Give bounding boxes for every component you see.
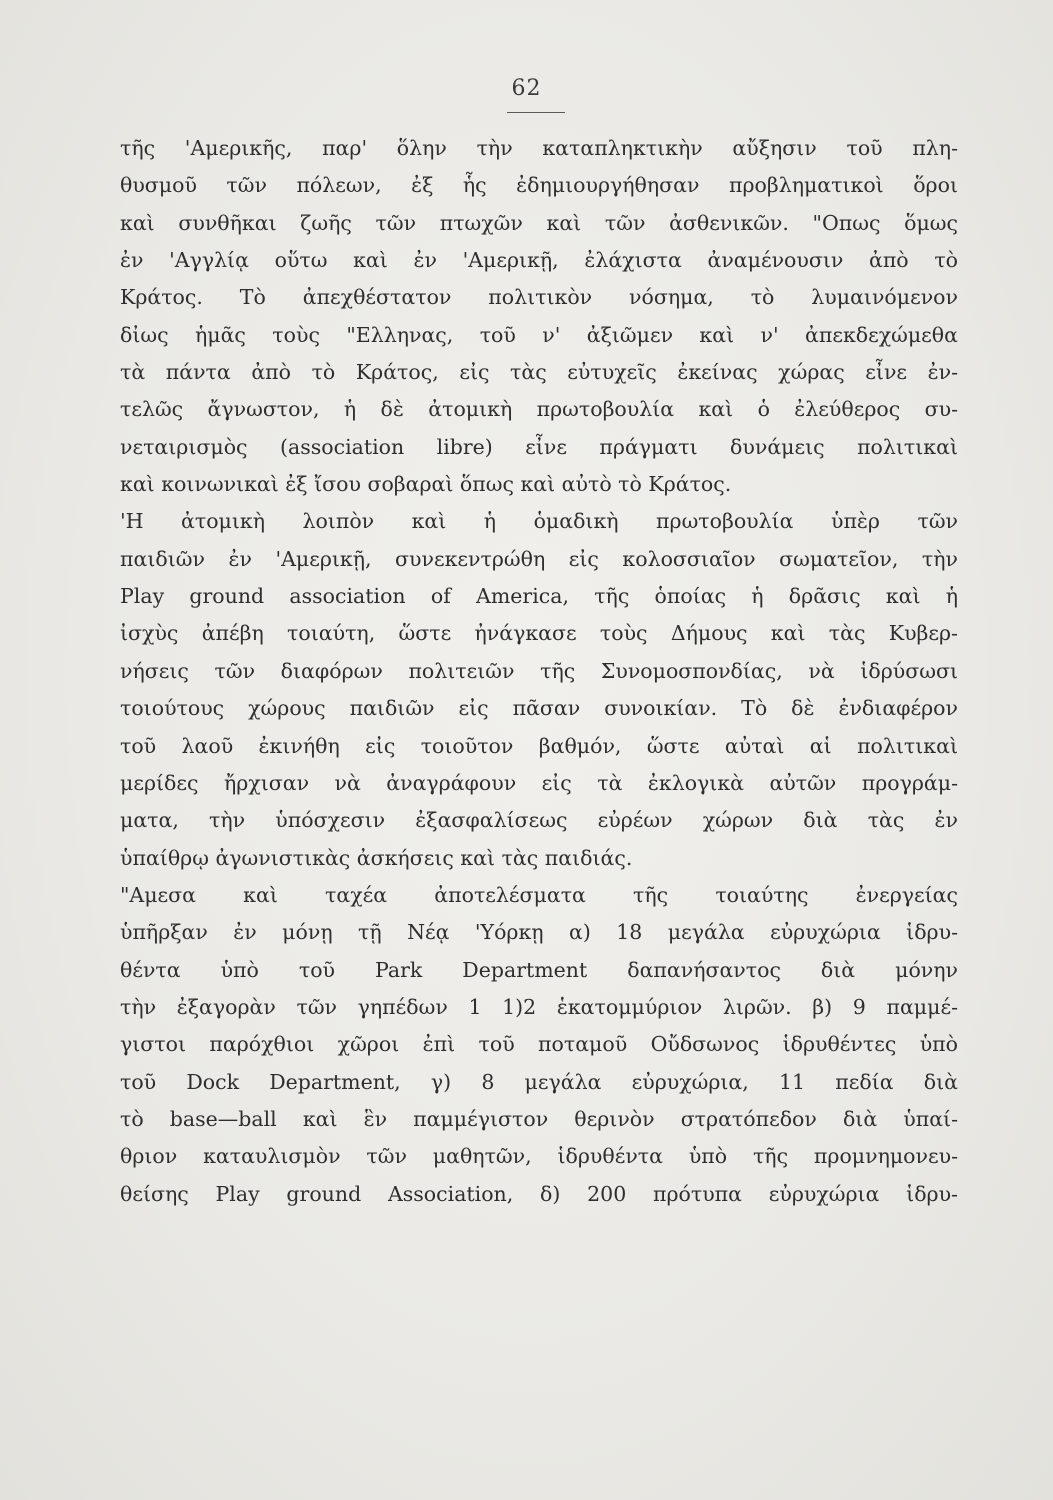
text-line: τοιούτους χώρους παιδιῶν εἰς πᾶσαν συνοικίαν. Τὸ δὲ ἐνδιαφέρον xyxy=(120,696,958,721)
text-line: 'Η ἀτομικὴ λοιπὸν καὶ ἡ ὁμαδικὴ πρωτοβουλία ὑπὲρ τῶν xyxy=(120,509,958,534)
text-line: νήσεις τῶν διαφόρων πολιτειῶν τῆς Συνομοσπονδίας, νὰ ἱδρύσωσι xyxy=(120,658,958,683)
text-line: καὶ κοινωνικαὶ ἐξ ἴσου σοβαραὶ ὅπως καὶ αὐτὸ τὸ Κράτος. xyxy=(120,472,732,497)
text-line: θείσης Play ground Association, δ) 200 πρότυπα εὐρυχώρια ἱδρυ- xyxy=(120,1181,958,1206)
text-line: "Αμεσα καὶ ταχέα ἀποτελέσματα τῆς τοιαύτης ἐνεργείας xyxy=(120,882,958,907)
text-line: καὶ συνθῆκαι ζωῆς τῶν πτωχῶν καὶ τῶν ἀσθενικῶν. "Οπως ὅμως xyxy=(120,210,958,235)
text-line: τὸ base—ball καὶ ἓν παμμέγιστον θερινὸν στρατόπεδον διὰ ὑπαί- xyxy=(120,1106,958,1131)
text-line: ἐν 'Αγγλίᾳ οὕτω καὶ ἐν 'Αμερικῇ, ἐλάχιστα ἀναμένουσιν ἀπὸ τὸ xyxy=(120,248,958,273)
text-line: παιδιῶν ἐν 'Αμερικῇ, συνεκεντρώθη εἰς κολοσσιαῖον σωματεῖον, τὴν xyxy=(120,546,958,571)
body-text xyxy=(120,130,958,1213)
text-line: τὰ πάντα ἀπὸ τὸ Κράτος, εἰς τὰς εὐτυχεῖς ἐκείνας χώρας εἶνε ἐν- xyxy=(120,360,958,385)
page-number-rule xyxy=(507,112,565,113)
text-line: μερίδες ἤρχισαν νὰ ἀναγράφουν εἰς τὰ ἐκλογικὰ αὐτῶν προγράμ- xyxy=(120,770,958,795)
text-line: θριον καταυλισμὸν τῶν μαθητῶν, ἱδρυθέντα ὑπὸ τῆς προμνημονευ- xyxy=(120,1144,958,1169)
text-line: ἰσχὺς ἀπέβη τοιαύτη, ὥστε ἠνάγκασε τοὺς Δήμους καὶ τὰς Κυβερ- xyxy=(120,621,958,646)
text-line: Play ground association of America, τῆς ὁποίας ἡ δρᾶσις καὶ ἡ xyxy=(120,584,958,609)
text-line: τῆς 'Αμερικῆς, παρ' ὅλην τὴν καταπληκτικὴν αὔξησιν τοῦ πλη- xyxy=(120,136,958,160)
text-line: ὑπῆρξαν ἐν μόνῃ τῇ Νέᾳ 'Υόρκῃ α) 18 μεγάλα εὐρυχώρια ἱδρυ- xyxy=(120,920,958,945)
text-line: γιστοι παρόχθιοι χῶροι ἐπὶ τοῦ ποταμοῦ Οὔδσωνος ἱδρυθέντες ὑπὸ xyxy=(120,1032,958,1057)
page-number: 62 xyxy=(511,76,542,101)
text-line: νεταιρισμὸς (association libre) εἶνε πράγματι δυνάμεις πολιτικαὶ xyxy=(120,434,958,459)
text-line: τελῶς ἄγνωστον, ἡ δὲ ἀτομικὴ πρωτοβουλία καὶ ὁ ἐλεύθερος συ- xyxy=(120,397,958,422)
text-line: τοῦ λαοῦ ἐκινήθη εἰς τοιοῦτον βαθμόν, ὥστε αὐταὶ αἱ πολιτικαὶ xyxy=(120,733,958,758)
text-line: θέντα ὑπὸ τοῦ Park Department δαπανήσαντος διὰ μόνην xyxy=(120,957,958,982)
text-line: ματα, τὴν ὑπόσχεσιν ἐξασφαλίσεως εὐρέων χώρων διὰ τὰς ἐν xyxy=(120,808,958,833)
text-line: δἰως ἡμᾶς τοὺς "Ελληνας, τοῦ ν' ἀξιῶμεν καὶ ν' ἀπεκδεχώμεθα xyxy=(120,322,958,347)
text-line: ὑπαίθρῳ ἀγωνιστικὰς ἀσκήσεις καὶ τὰς παιδιάς. xyxy=(120,845,633,870)
text-line: Κράτος. Τὸ ἀπεχθέστατον πολιτικὸν νόσημα, τὸ λυμαινόμενον xyxy=(120,285,958,310)
text-line: τοῦ Dock Department, γ) 8 μεγάλα εὐρυχώρια, 11 πεδία διὰ xyxy=(120,1069,958,1094)
text-line: θυσμοῦ τῶν πόλεων, ἐξ ἧς ἐδημιουργήθησαν προβληματικοὶ ὅροι xyxy=(120,173,958,198)
text-line: τὴν ἐξαγορὰν τῶν γηπέδων 1 1)2 ἑκατομμύριον λιρῶν. β) 9 παμμέ- xyxy=(120,994,958,1019)
